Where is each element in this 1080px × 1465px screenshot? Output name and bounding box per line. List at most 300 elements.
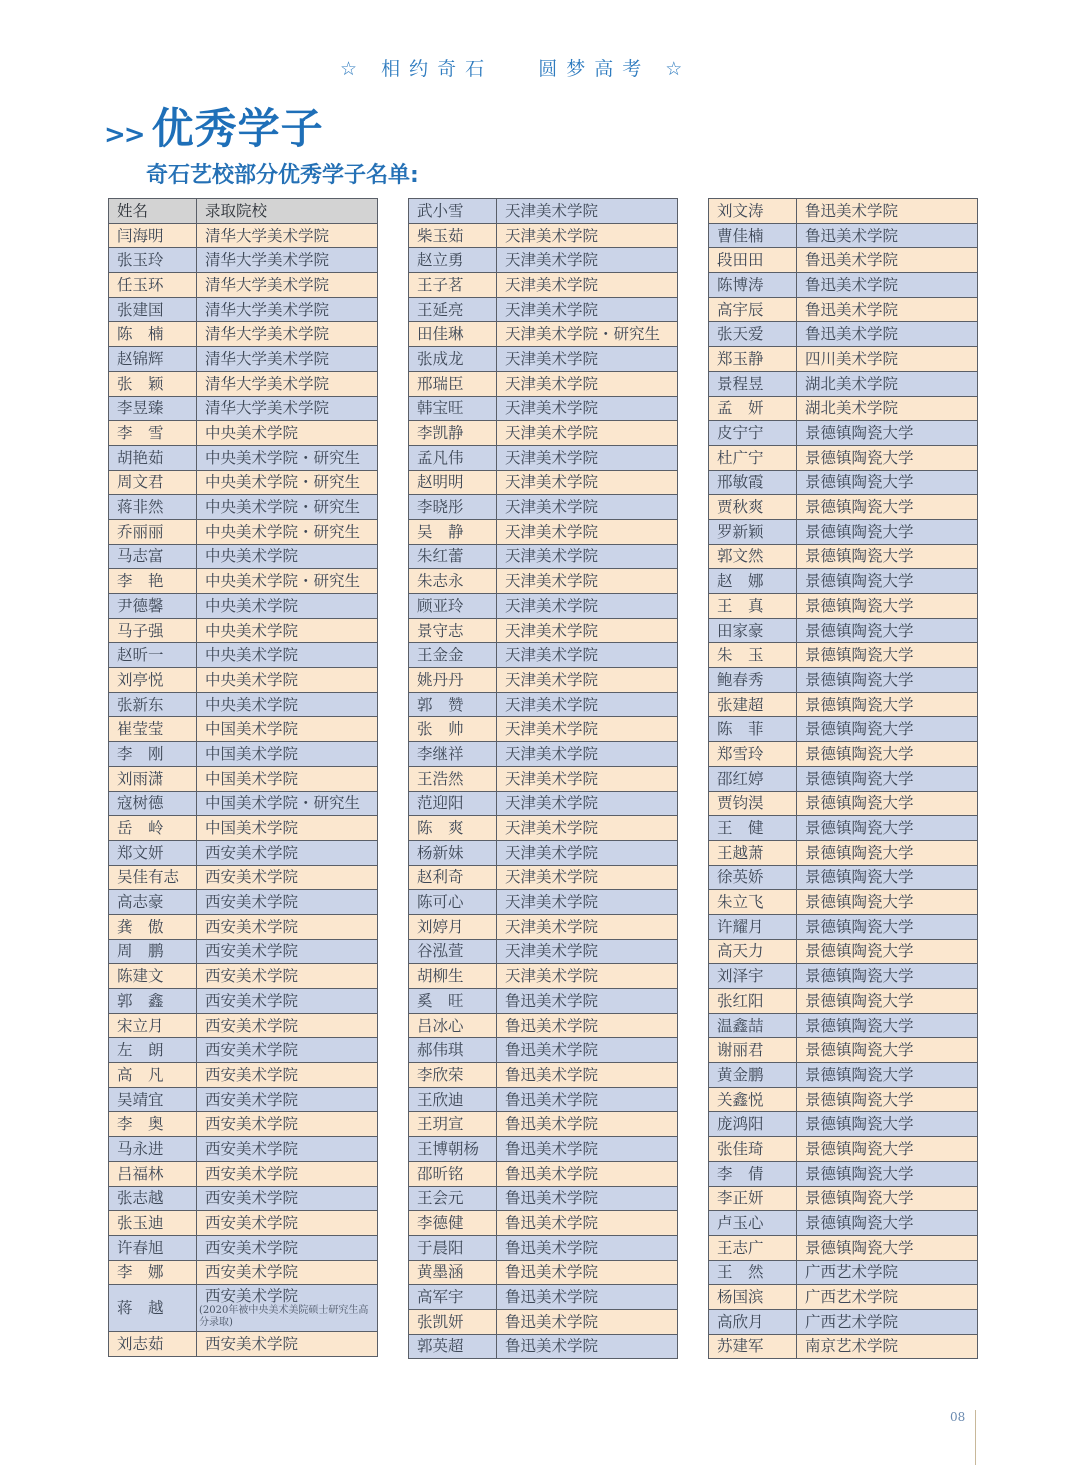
school-name: 景德镇陶瓷大学 <box>805 1090 914 1109</box>
student-name: 郑文妍 <box>109 840 197 865</box>
admitted-school <box>197 1285 378 1332</box>
student-name: 贾秋爽 <box>709 495 797 520</box>
student-name: 邢敏霞 <box>709 470 797 495</box>
table-row <box>709 495 978 520</box>
school-name: 天津美术学院 <box>505 917 599 936</box>
student-name: 邢瑞臣 <box>409 371 497 396</box>
student-name: 张新东 <box>109 692 197 717</box>
admitted-school <box>797 495 978 520</box>
table-row <box>709 816 978 841</box>
admitted-school <box>197 840 378 865</box>
student-name: 李晓彤 <box>409 495 497 520</box>
school-name: 景德镇陶瓷大学 <box>805 498 914 517</box>
student-name: 郭 赞 <box>409 692 497 717</box>
student-name: 郝伟琪 <box>409 1038 497 1063</box>
school-name: 清华大学美术学院 <box>205 399 330 418</box>
table-row <box>109 1285 378 1332</box>
admitted-school <box>197 445 378 470</box>
admitted-school <box>797 470 978 495</box>
table-row <box>709 248 978 273</box>
table-row <box>709 297 978 322</box>
admitted-school <box>497 766 678 791</box>
student-name: 郭文然 <box>709 544 797 569</box>
table-row <box>409 519 678 544</box>
student-name: 朱 玉 <box>709 643 797 668</box>
admitted-school <box>497 223 678 248</box>
table-row <box>709 717 978 742</box>
admitted-school <box>197 1087 378 1112</box>
school-name: 中国美术学院 <box>205 819 299 838</box>
admitted-school <box>197 421 378 446</box>
student-name: 李德健 <box>409 1211 497 1236</box>
school-name: 景德镇陶瓷大学 <box>805 893 914 912</box>
student-name: 张天爱 <box>709 322 797 347</box>
school-name: 景德镇陶瓷大学 <box>805 646 914 665</box>
school-name: 天津美术学院 <box>505 498 599 517</box>
student-name: 吕冰心 <box>409 1013 497 1038</box>
table-row <box>709 791 978 816</box>
school-name: 天津美术学院 <box>505 473 599 492</box>
school-name: 清华大学美术学院 <box>205 275 330 294</box>
admitted-school <box>497 396 678 421</box>
admitted-school <box>797 618 978 643</box>
table-row <box>109 1013 378 1038</box>
school-name: 天津美术学院 <box>505 251 599 270</box>
student-name: 皮宁宁 <box>709 421 797 446</box>
table-row <box>409 989 678 1014</box>
student-name: 田家豪 <box>709 618 797 643</box>
admitted-school <box>797 791 978 816</box>
school-name: 湖北美术学院 <box>805 374 899 393</box>
table-row <box>709 1285 978 1310</box>
student-name: 吕福林 <box>109 1161 197 1186</box>
admitted-school <box>497 1211 678 1236</box>
student-name: 卢玉心 <box>709 1211 797 1236</box>
table-row <box>109 618 378 643</box>
admitted-school <box>197 248 378 273</box>
school-name: 西安美术学院 <box>205 1164 299 1183</box>
admitted-school <box>497 1161 678 1186</box>
admitted-school <box>197 569 378 594</box>
student-name: 杜广宁 <box>709 445 797 470</box>
school-name: 西安美术学院 <box>205 1214 299 1233</box>
admitted-school <box>797 199 978 224</box>
admitted-school <box>797 1137 978 1162</box>
school-name: 景德镇陶瓷大学 <box>805 744 914 763</box>
student-name: 徐英娇 <box>709 865 797 890</box>
admitted-school <box>797 1087 978 1112</box>
table-row <box>409 766 678 791</box>
admitted-school <box>197 791 378 816</box>
table-row <box>709 914 978 939</box>
school-name: 天津美术学院 <box>505 967 599 986</box>
admitted-school <box>497 1137 678 1162</box>
school-name: 清华大学美术学院 <box>205 349 330 368</box>
student-name: 张红阳 <box>709 989 797 1014</box>
school-name: 天津美术学院 <box>505 399 599 418</box>
school-name: 中央美术学院 <box>205 670 299 689</box>
school-name: 景德镇陶瓷大学 <box>805 1238 914 1257</box>
school-name: 天津美术学院 <box>505 522 599 541</box>
school-name: 鲁迅美术学院 <box>805 201 899 220</box>
student-name: 邵昕铭 <box>409 1161 497 1186</box>
student-name: 蒋 越 <box>109 1285 197 1332</box>
admitted-school <box>197 1235 378 1260</box>
table-row <box>709 594 978 619</box>
school-name: 景德镇陶瓷大学 <box>805 794 914 813</box>
school-name: 西安美术学院 <box>205 1090 299 1109</box>
table-row <box>409 396 678 421</box>
school-name: 鲁迅美术学院 <box>505 1214 599 1233</box>
student-name: 陈可心 <box>409 890 497 915</box>
admitted-school <box>197 717 378 742</box>
school-name: 清华大学美术学院 <box>205 251 330 270</box>
student-name: 王浩然 <box>409 766 497 791</box>
admitted-school <box>497 347 678 372</box>
admitted-school <box>197 964 378 989</box>
school-name: 天津美术学院 <box>505 695 599 714</box>
table-row <box>409 1186 678 1211</box>
school-name: 景德镇陶瓷大学 <box>805 424 914 443</box>
school-name: 天津美术学院 <box>505 720 599 739</box>
student-name: 王越萧 <box>709 840 797 865</box>
school-name: 鲁迅美术学院 <box>505 1065 599 1084</box>
table-row <box>709 1211 978 1236</box>
school-name: 鲁迅美术学院 <box>505 1139 599 1158</box>
student-name: 王延亮 <box>409 297 497 322</box>
student-name: 刘志茹 <box>109 1332 197 1357</box>
admitted-school <box>197 347 378 372</box>
admitted-school <box>197 470 378 495</box>
school-name: 景德镇陶瓷大学 <box>805 572 914 591</box>
school-name: 景德镇陶瓷大学 <box>805 522 914 541</box>
student-name: 赵明明 <box>409 470 497 495</box>
table-row <box>109 1063 378 1088</box>
school-name: 景德镇陶瓷大学 <box>805 720 914 739</box>
admitted-school <box>197 1161 378 1186</box>
admitted-school <box>497 964 678 989</box>
admitted-school <box>797 1211 978 1236</box>
school-name: 中央美术学院 <box>205 621 299 640</box>
school-name: 景德镇陶瓷大学 <box>805 917 914 936</box>
table-row <box>709 1063 978 1088</box>
table-row <box>109 668 378 693</box>
table-row <box>409 470 678 495</box>
admitted-school <box>497 1285 678 1310</box>
school-name: 鲁迅美术学院 <box>805 226 899 245</box>
admitted-school <box>497 890 678 915</box>
admitted-school <box>497 519 678 544</box>
table-row <box>709 1334 978 1359</box>
admitted-school <box>197 297 378 322</box>
table-row <box>709 1087 978 1112</box>
admitted-school <box>197 273 378 298</box>
table-row <box>409 742 678 767</box>
table-row <box>109 989 378 1014</box>
student-name: 朱志永 <box>409 569 497 594</box>
table-row <box>409 322 678 347</box>
student-name: 陈 爽 <box>409 816 497 841</box>
student-name: 王欣迪 <box>409 1087 497 1112</box>
school-name: 鲁迅美术学院 <box>505 1288 599 1307</box>
table-row <box>409 495 678 520</box>
admitted-school <box>497 199 678 224</box>
admitted-school <box>197 989 378 1014</box>
admitted-school <box>197 1013 378 1038</box>
table-row <box>709 1309 978 1334</box>
table-row <box>709 692 978 717</box>
student-name: 段田田 <box>709 248 797 273</box>
school-name: 鲁迅美术学院 <box>505 1337 599 1356</box>
school-name: 西安美术学院 <box>205 942 299 961</box>
student-name: 罗新颖 <box>709 519 797 544</box>
school-name: 南京艺术学院 <box>805 1337 899 1356</box>
admitted-school <box>197 544 378 569</box>
school-name: 天津美术学院 <box>505 226 599 245</box>
admitted-school <box>797 1186 978 1211</box>
table-row <box>109 840 378 865</box>
student-name: 闫海明 <box>109 223 197 248</box>
admitted-school <box>797 248 978 273</box>
school-name: 天津美术学院 <box>505 769 599 788</box>
admitted-school <box>197 371 378 396</box>
table-row <box>109 939 378 964</box>
student-name: 乔丽丽 <box>109 519 197 544</box>
admitted-school <box>197 766 378 791</box>
table-row <box>709 865 978 890</box>
table-row <box>709 1235 978 1260</box>
school-name: 鲁迅美术学院 <box>805 325 899 344</box>
table-row <box>409 692 678 717</box>
school-name: 西安美术学院 <box>205 917 299 936</box>
admitted-school <box>797 421 978 446</box>
table-row <box>409 668 678 693</box>
admitted-school <box>197 742 378 767</box>
table-row <box>109 297 378 322</box>
admitted-school <box>497 717 678 742</box>
student-name: 王玥宣 <box>409 1112 497 1137</box>
school-name: 中央美术学院・研究生 <box>205 448 361 467</box>
school-name: 中央美术学院 <box>205 695 299 714</box>
student-name: 刘文涛 <box>709 199 797 224</box>
admitted-school <box>497 248 678 273</box>
student-name: 柴玉茹 <box>409 223 497 248</box>
school-name: 天津美术学院 <box>505 670 599 689</box>
school-name: 中央美术学院 <box>205 547 299 566</box>
table-row <box>109 964 378 989</box>
header-slogan: ☆ 相约奇石 圆梦高考 ☆ <box>340 58 692 80</box>
student-name: 马志富 <box>109 544 197 569</box>
admitted-school <box>797 1285 978 1310</box>
school-name: 景德镇陶瓷大学 <box>805 1016 914 1035</box>
table-row <box>409 569 678 594</box>
admitted-school <box>497 1112 678 1137</box>
students-table-2 <box>408 198 678 1359</box>
table-row <box>109 1112 378 1137</box>
table-row <box>709 1112 978 1137</box>
admitted-school <box>797 668 978 693</box>
student-name: 高 凡 <box>109 1063 197 1088</box>
student-name: 赵锦辉 <box>109 347 197 372</box>
admitted-school <box>197 1038 378 1063</box>
student-name: 景程昱 <box>709 371 797 396</box>
admitted-school <box>797 1334 978 1359</box>
student-name: 李正妍 <box>709 1186 797 1211</box>
admitted-school <box>197 890 378 915</box>
admitted-school <box>497 470 678 495</box>
school-name: 景德镇陶瓷大学 <box>805 843 914 862</box>
list-subtitle: 奇石艺校部分优秀学子名单: <box>146 163 419 188</box>
admitted-school <box>797 1063 978 1088</box>
table-row <box>409 1309 678 1334</box>
admitted-school <box>797 939 978 964</box>
table-row <box>409 371 678 396</box>
table-row <box>109 445 378 470</box>
school-name: 景德镇陶瓷大学 <box>805 868 914 887</box>
school-name: 西安美术学院 <box>205 967 299 986</box>
school-name: 景德镇陶瓷大学 <box>805 1065 914 1084</box>
student-name: 李昱臻 <box>109 396 197 421</box>
table-row <box>709 470 978 495</box>
admitted-school <box>497 273 678 298</box>
student-name: 龚 傲 <box>109 914 197 939</box>
school-name: 湖北美术学院 <box>805 399 899 418</box>
school-name: 天津美术学院 <box>505 374 599 393</box>
student-name: 许春旭 <box>109 1235 197 1260</box>
school-name: 天津美术学院 <box>505 572 599 591</box>
school-name: 景德镇陶瓷大学 <box>805 695 914 714</box>
student-name: 黄墨涵 <box>409 1260 497 1285</box>
table-row <box>409 1137 678 1162</box>
school-name: 天津美术学院 <box>505 868 599 887</box>
admitted-school <box>797 742 978 767</box>
table-row <box>709 1260 978 1285</box>
admitted-school <box>797 1112 978 1137</box>
school-name: 景德镇陶瓷大学 <box>805 769 914 788</box>
student-name: 张志越 <box>109 1186 197 1211</box>
student-name: 周文君 <box>109 470 197 495</box>
school-name: 景德镇陶瓷大学 <box>805 1214 914 1233</box>
admitted-school <box>197 322 378 347</box>
student-name: 陈 菲 <box>709 717 797 742</box>
student-name: 王 然 <box>709 1260 797 1285</box>
school-name: 天津美术学院 <box>505 349 599 368</box>
school-name: 西安美术学院 <box>205 1041 299 1060</box>
school-name: 天津美术学院 <box>505 547 599 566</box>
table-row <box>709 890 978 915</box>
student-name: 顾亚玲 <box>409 594 497 619</box>
admitted-school <box>797 347 978 372</box>
school-name: 中央美术学院・研究生 <box>205 522 361 541</box>
student-name: 李 刚 <box>109 742 197 767</box>
school-name: 四川美术学院 <box>805 349 899 368</box>
table-row <box>709 618 978 643</box>
page-title-text: 优秀学子 <box>151 104 324 153</box>
table-row <box>709 840 978 865</box>
student-name: 郭 鑫 <box>109 989 197 1014</box>
admitted-school <box>797 322 978 347</box>
table-row <box>409 1112 678 1137</box>
school-name: 景德镇陶瓷大学 <box>805 596 914 615</box>
table-row <box>109 1038 378 1063</box>
table-row <box>409 1161 678 1186</box>
school-name: 景德镇陶瓷大学 <box>805 1041 914 1060</box>
admitted-school <box>497 1260 678 1285</box>
admitted-school <box>497 668 678 693</box>
school-name: 天津美术学院 <box>505 819 599 838</box>
admitted-school <box>797 297 978 322</box>
table-row <box>409 865 678 890</box>
student-name: 赵利奇 <box>409 865 497 890</box>
table-row <box>409 347 678 372</box>
admitted-school <box>797 1161 978 1186</box>
school-name: 中央美术学院・研究生 <box>205 473 361 492</box>
student-name: 王志广 <box>709 1235 797 1260</box>
table-row <box>409 717 678 742</box>
student-name: 李凯静 <box>409 421 497 446</box>
table-row <box>109 717 378 742</box>
student-name: 郑玉静 <box>709 347 797 372</box>
admitted-school <box>197 643 378 668</box>
student-name: 李 艳 <box>109 569 197 594</box>
student-name: 郑雪玲 <box>709 742 797 767</box>
student-name: 景守志 <box>409 618 497 643</box>
student-name: 宋立月 <box>109 1013 197 1038</box>
school-name: 景德镇陶瓷大学 <box>805 942 914 961</box>
table-row <box>109 569 378 594</box>
admitted-school <box>797 643 978 668</box>
admitted-school <box>497 816 678 841</box>
school-name: 西安美术学院 <box>205 1065 299 1084</box>
admitted-school <box>197 495 378 520</box>
admitted-school <box>497 445 678 470</box>
table-row <box>109 371 378 396</box>
table-row <box>709 964 978 989</box>
table-row <box>109 816 378 841</box>
school-name: 清华大学美术学院 <box>205 374 330 393</box>
school-name: 鲁迅美术学院 <box>505 1016 599 1035</box>
admitted-school <box>497 1013 678 1038</box>
student-name: 李 雪 <box>109 421 197 446</box>
admitted-school <box>197 692 378 717</box>
table-row <box>709 643 978 668</box>
student-name: 田佳琳 <box>409 322 497 347</box>
table-row <box>109 1211 378 1236</box>
school-name: 中央美术学院 <box>205 646 299 665</box>
admitted-school <box>497 1038 678 1063</box>
admitted-school <box>497 1235 678 1260</box>
table-row <box>109 890 378 915</box>
admitted-school <box>797 914 978 939</box>
table-row <box>409 816 678 841</box>
student-name: 黄金鹏 <box>709 1063 797 1088</box>
admitted-school <box>197 396 378 421</box>
student-name: 朱立飞 <box>709 890 797 915</box>
table-row <box>109 273 378 298</box>
admitted-school <box>497 939 678 964</box>
student-name: 王 真 <box>709 594 797 619</box>
table-row <box>409 297 678 322</box>
admitted-school <box>797 371 978 396</box>
student-name: 张建超 <box>709 692 797 717</box>
admitted-school <box>197 816 378 841</box>
admitted-school <box>497 322 678 347</box>
school-name: 西安美术学院 <box>205 868 299 887</box>
admitted-school <box>797 840 978 865</box>
admitted-school <box>497 495 678 520</box>
student-name: 吴 静 <box>409 519 497 544</box>
school-name: 景德镇陶瓷大学 <box>805 967 914 986</box>
